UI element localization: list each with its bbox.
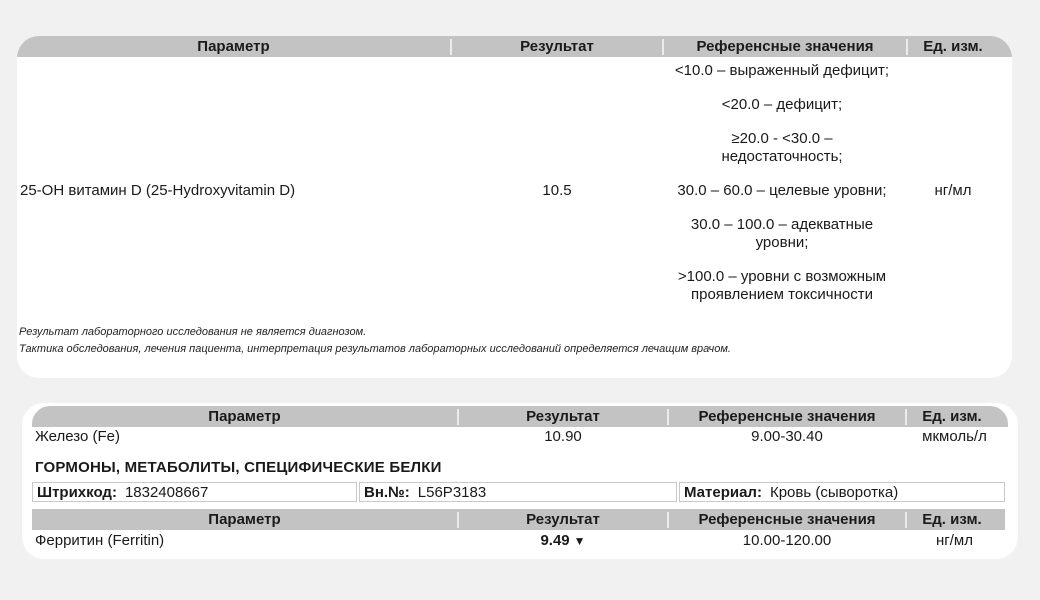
header-parameter: Параметр xyxy=(208,408,281,425)
result-value: 10.5 xyxy=(542,182,572,199)
unit-value: нг/мл xyxy=(934,182,972,199)
result-number: 9.49 xyxy=(540,532,570,549)
parameter-name: 25-OH витамин D (25-Hydroxyvitamin D) xyxy=(20,182,296,199)
table-header xyxy=(32,509,1005,530)
header-parameter: Параметр xyxy=(208,511,281,528)
header-unit: Ед. изм. xyxy=(923,38,983,55)
reference-value: 9.00-30.40 xyxy=(751,428,823,445)
barcode-value: 1832408667 xyxy=(124,484,209,501)
header-reference: Референсные значения xyxy=(696,38,874,55)
internal-number-label: Вн.№: xyxy=(364,484,410,501)
header-unit: Ед. изм. xyxy=(922,408,982,425)
table-header xyxy=(32,406,1008,427)
table-header xyxy=(17,36,1012,57)
internal-number-field xyxy=(359,482,677,502)
iron-ferritin-result-card xyxy=(22,403,1018,559)
disclaimer-note: Тактика обследования, лечения пациента, интерпретация результатов лабораторных исследований определяется лечащим врачом. xyxy=(19,343,731,355)
header-parameter: Параметр xyxy=(197,38,270,55)
material-label: Материал: xyxy=(684,484,762,501)
reference-range-item: >100.0 – уровни с возможным проявлением токсичности xyxy=(677,268,887,303)
barcode-field xyxy=(32,482,357,502)
header-result: Результат xyxy=(526,408,600,425)
material-value: Кровь (сыворотка) xyxy=(769,484,899,501)
section-title: ГОРМОНЫ, МЕТАБОЛИТЫ, СПЕЦИФИЧЕСКИЕ БЕЛКИ xyxy=(35,459,442,476)
header-result: Результат xyxy=(520,38,594,55)
reference-range-item: <20.0 – дефицит; xyxy=(721,96,843,113)
header-reference: Референсные значения xyxy=(698,408,876,425)
result-value xyxy=(459,532,667,550)
barcode-label: Штрихкод: xyxy=(37,484,117,501)
reference-value: 10.00-120.00 xyxy=(742,532,832,549)
vitamin-d-result-card xyxy=(17,36,1012,378)
reference-range-item: <10.0 – выраженный дефицит; xyxy=(674,62,890,79)
reference-range-item: ≥20.0 - <30.0 – недостаточность; xyxy=(721,130,843,165)
disclaimer-note: Результат лабораторного исследования не является диагнозом. xyxy=(19,326,367,338)
header-result: Результат xyxy=(526,511,600,528)
result-value: 10.90 xyxy=(544,428,582,445)
header-reference: Референсные значения xyxy=(698,511,876,528)
parameter-name: Железо (Fe) xyxy=(35,428,120,445)
parameter-name: Ферритин (Ferritin) xyxy=(35,532,165,549)
internal-number-value: L56P3183 xyxy=(417,484,487,501)
unit-value: нг/мл xyxy=(936,532,973,549)
reference-ranges xyxy=(664,62,900,320)
below-range-arrow-icon: ▼ xyxy=(573,534,586,548)
reference-range-item: 30.0 – 100.0 – адекватные уровни; xyxy=(690,216,874,251)
material-field xyxy=(679,482,1005,502)
header-unit: Ед. изм. xyxy=(922,511,982,528)
unit-value: мкмоль/л xyxy=(922,428,987,445)
reference-range-item: 30.0 – 60.0 – целевые уровни; xyxy=(677,182,887,199)
